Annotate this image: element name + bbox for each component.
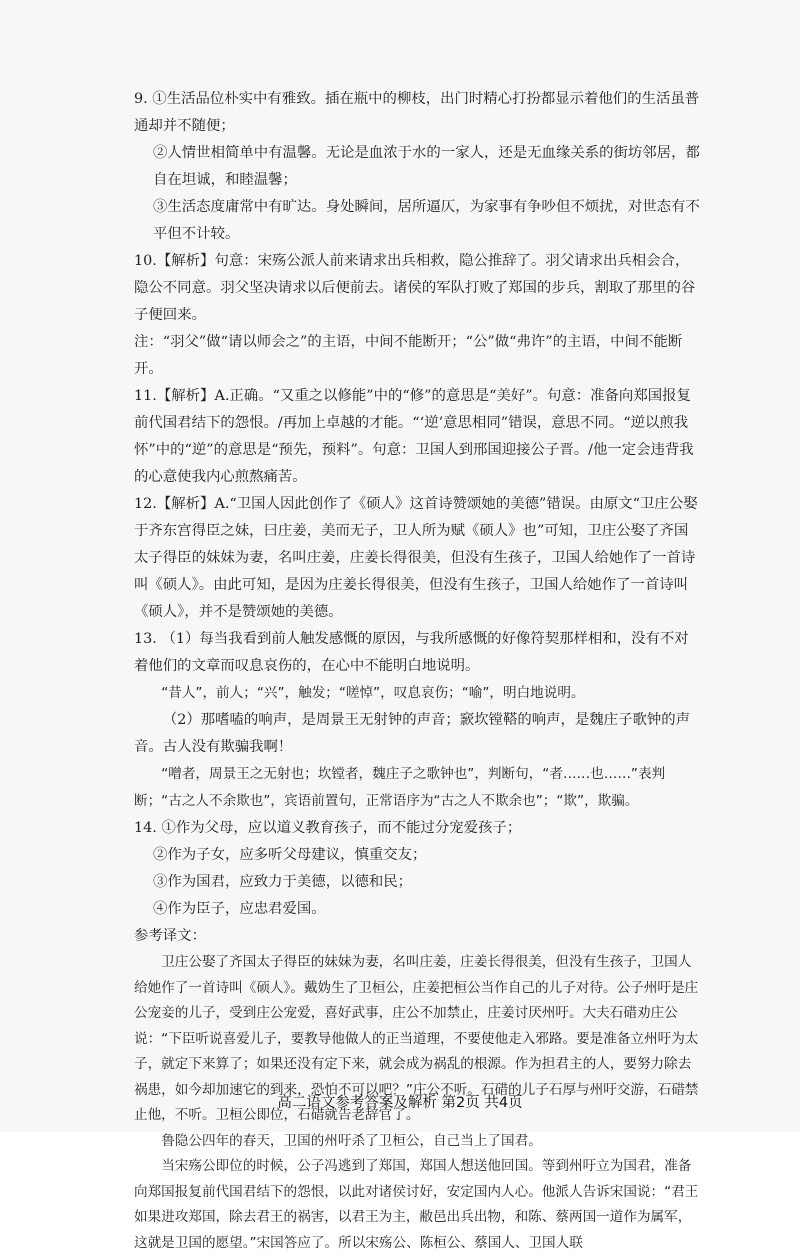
q13-part-1: 13. （1）每当我看到前人触发感慨的原因，与我所感慨的好像符契那样相和，没有不对着他们的文章而叹息哀伤的，在心中不能明白地说明。: [134, 631, 689, 674]
q9-point-3: ③生活态度庸常中有旷达。身处瞬间，居所逼仄，为家事有争吵但不烦扰，对世态有不平但不计较。: [153, 199, 700, 242]
translation-paragraph-2: 鲁隐公四年的春天，卫国的州吁杀了卫桓公，自己当上了国君。: [161, 1132, 542, 1149]
q10-analysis: 10.【解析】句意：宋殇公派人前来请求出兵相救，隐公推辞了。羽父请求出兵相会合，隐公不同意。羽父坚决请求以后便前去。诸侯的军队打败了郑国的步兵，割取了那里的谷子便回来。: [134, 253, 696, 323]
q11-analysis: 11.【解析】A.正确。“又重之以修能”中的“修”的意思是“美好”。句意：准备向郑国报复前代国君结下的怨恨。/再加上卓越的才能。“‘逆’意思相同”错误，意思不同。“逆以煎我怀”中的“逆”的意思是“预先，预料”。句意：卫国人到邢国迎接公子晋。/他一定会违背我的心意使我内心煎熬痛苦。: [134, 388, 694, 485]
q9-main: 9. ①生活品位朴实中有雅致。插在瓶中的柳枝，出门时精心打扮都显示着他们的生活虽普通却并不随便；: [134, 91, 700, 134]
translation-paragraph-1: 卫庄公娶了齐国太子得臣的妹妹为妻，名叫庄姜，庄姜长得很美，但没有生孩子，卫国人给她作了一首诗叫《硕人》。戴妫生了卫桓公，庄姜把桓公当作自己的儿子对待。公子州吁是庄公宠妾的儿子，受到庄公宠爱，喜好武事，庄公不加禁止，庄姜讨厌州吁。大夫石碏劝庄公说：“下臣听说喜爱儿子，要教导他做人的正当道理，不要使他走入邪路。要是准备立州吁为太子，就定下来算了；如果还没有定下来，就会成为祸乱的根源。作为担君主的人，要努力除去祸患，如今却加速它的到来，恐怕不可以吧？”庄公不听。石碏的儿子石厚与州吁交游，石碏禁止他，不听。卫桓公即位，石碏就告老辞官了。: [134, 954, 699, 1123]
q12-analysis: 12.【解析】A.“卫国人因此创作了《硕人》这首诗赞颂她的美德”错误。由原文“卫庄公娶于齐东宫得臣之妹，曰庄姜，美而无子，卫人所为赋《硕人》也”可知，卫庄公娶了齐国太子得臣的妹妹为妻，名叫庄姜，庄姜长得很美，但没有生孩子，卫国人给她作了一首诗叫《硕人》。由此可知，是因为庄姜长得很美，但没有生孩子，卫国人给她作了一首诗叫《硕人》，并不是赞颂她的美德。: [134, 496, 698, 620]
q13-part-2: （2）那嗜嗑的响声，是周景王无射钟的声音；窾坎镗鞳的响声，是魏庄子歌钟的声音。古人没有欺骗我啊！: [134, 712, 691, 755]
q14-point-3: ③作为国君，应致力于美德，以德和民；: [153, 874, 413, 890]
reference-translation-heading: 参考译文：: [134, 928, 206, 944]
q14-point-4: ④作为臣子，应忠君爱国。: [153, 901, 326, 917]
q14-point-1: 14. ①作为父母，应以道义教育孩子，而不能过分宠爱孩子；: [134, 820, 522, 836]
page-footer: 高二语文参考答案及解析 第2页 共4页: [277, 1095, 523, 1111]
q13-note-2: “噌者，周景王之无射也；坎镗者，魏庄子之歌钟也”，判断句，“者……也……”表判断；“古之人不余欺也”，宾语前置句，正常语序为“古之人不欺余也”；“欺”，欺骗。: [134, 766, 666, 809]
q13-note-1: “昔人”，前人；“兴”，触发；“嗟悼”，叹息哀伤；“喻”，明白地说明。: [161, 685, 585, 701]
q14-point-2: ②作为子女，应多听父母建议，慎重交友；: [153, 847, 427, 863]
translation-paragraph-3: 当宋殇公即位的时候，公子冯逃到了郑国，郑国人想送他回国。等到州吁立为国君，准备向郑国报复前代国君结下的怨恨，以此对诸侯讨好，安定国内人心。他派人告诉宋国说：“君王如果进攻郑国，除去君王的祸害，以君王为主，敝邑出兵出物，和陈、蔡两国一道作为属军，这就是卫国的愿望。”宋国答应了。所以宋殇公、陈桓公、蔡国人、卫国人联: [134, 1158, 699, 1251]
q10-note: 注：“羽父”做“请以师会之”的主语，中间不能断开；“公”做“弗许”的主语，中间不能断开。: [134, 334, 683, 377]
q9-point-2: ②人情世相简单中有温馨。无论是血浓于水的一家人，还是无血缘关系的街坊邻居，都自在坦诚，和睦温馨；: [153, 145, 700, 188]
